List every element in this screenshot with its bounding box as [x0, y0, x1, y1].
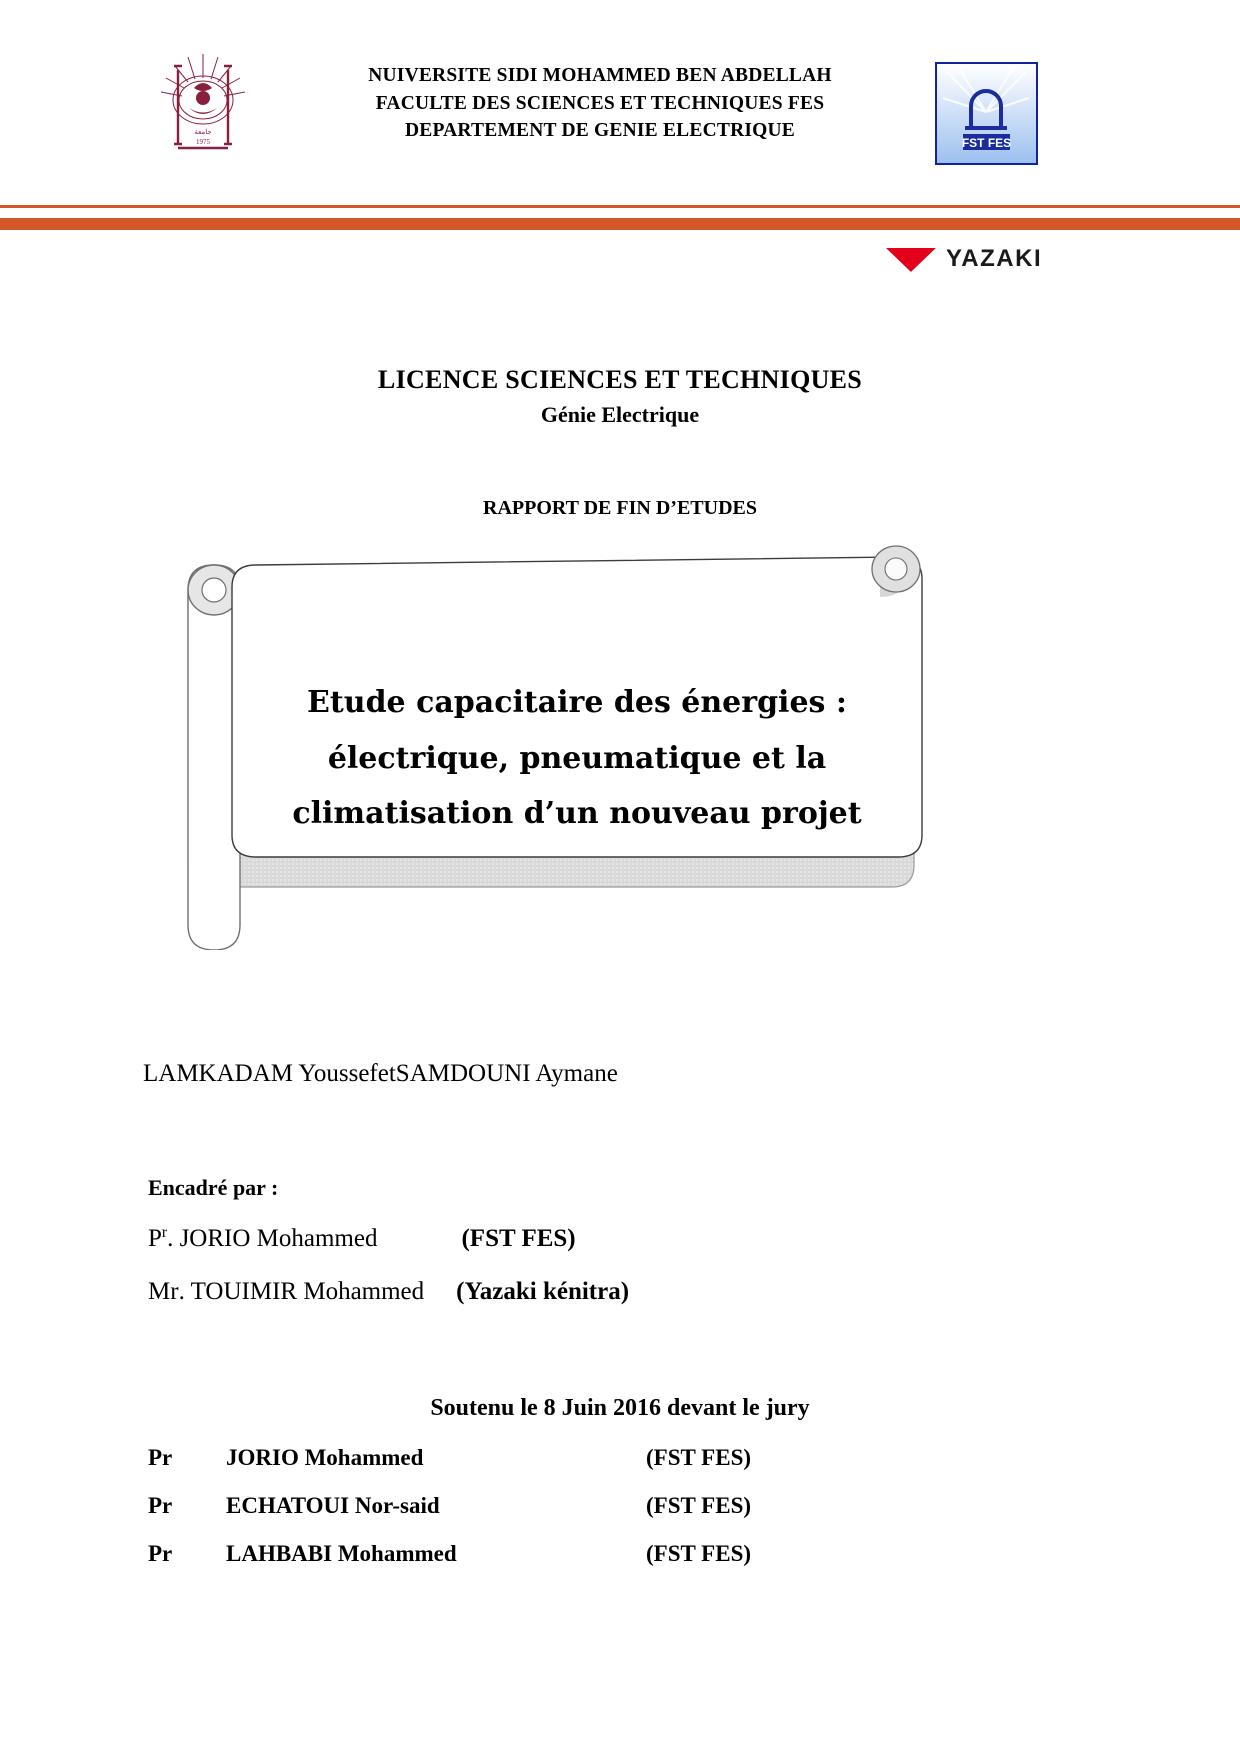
fst-fes-logo: [935, 62, 1038, 165]
institution-line-1: NUIVERSITE SIDI MOHAMMED BEN ABDELLAH: [368, 65, 832, 86]
supervisor-2-affiliation: (Yazaki kénitra): [456, 1278, 630, 1306]
report-title-line-1: Etude capacitaire des énergies :: [307, 685, 847, 720]
supervisor-2-name: . TOUIMIR Mohammed: [178, 1278, 425, 1306]
degree-title: LICENCE SCIENCES ET TECHNIQUES: [377, 365, 863, 394]
header-rule-thick: [0, 218, 1240, 230]
supervisor-1-affiliation: (FST FES): [461, 1225, 576, 1253]
defense-line: Soutenu le 8 Juin 2016 devant le jury: [430, 1395, 810, 1421]
jury-rank: Pr: [148, 1493, 173, 1518]
supervisor-row-1: [148, 1224, 576, 1253]
fst-logo-text: FST FES: [961, 136, 1012, 150]
svg-text:جامعة: جامعة: [194, 128, 212, 136]
institution-line-3: DEPARTEMENT DE GENIE ELECTRIQUE: [405, 120, 795, 142]
header-rule-thin: [0, 205, 1240, 208]
supervisor-1-name: . JORIO Mohammed: [167, 1225, 378, 1253]
speciality-title: Génie Electrique: [540, 402, 700, 427]
authors-line: LAMKADAM YoussefetSAMDOUNI Aymane: [143, 1060, 618, 1087]
yazaki-mark-icon: [884, 244, 940, 274]
jury-rank: Pr: [148, 1445, 173, 1470]
institution-line-2: FACULTE DES SCIENCES ET TECHNIQUES FES: [375, 92, 825, 114]
document-header: [0, 0, 1240, 195]
institution-titles: [280, 62, 920, 145]
jury-row: [148, 1445, 898, 1493]
jury-row: [148, 1493, 898, 1541]
supervisor-1-superscript: r: [161, 1224, 168, 1241]
jury-affiliation: (FST FES): [646, 1493, 752, 1518]
jury-name: LAHBABI Mohammed: [226, 1541, 457, 1566]
jury-name: JORIO Mohammed: [226, 1445, 424, 1470]
report-title: [232, 675, 922, 842]
yazaki-logo: [884, 242, 1044, 276]
document-type: RAPPORT DE FIN D’ETUDES: [483, 497, 757, 519]
jury-list: [148, 1445, 898, 1589]
supervisor-1-prefix: P: [148, 1225, 162, 1253]
jury-name: ECHATOUI Nor-said: [226, 1493, 440, 1518]
report-title-line-2: électrique, pneumatique et la: [327, 740, 827, 776]
jury-affiliation: (FST FES): [646, 1541, 752, 1566]
jury-rank: Pr: [148, 1541, 173, 1566]
yazaki-wordmark: YAZAKI: [946, 245, 1043, 272]
report-title-line-3: climatisation d’un nouveau projet: [292, 796, 862, 831]
supervisor-2-prefix: Mr: [148, 1278, 179, 1306]
jury-row: [148, 1541, 898, 1589]
supervisor-row-2: [148, 1277, 629, 1306]
jury-affiliation: (FST FES): [646, 1445, 752, 1470]
supervisors-label: Encadré par :: [148, 1175, 279, 1200]
svg-text:1975: 1975: [196, 138, 210, 146]
university-seal-logo: [148, 48, 258, 158]
